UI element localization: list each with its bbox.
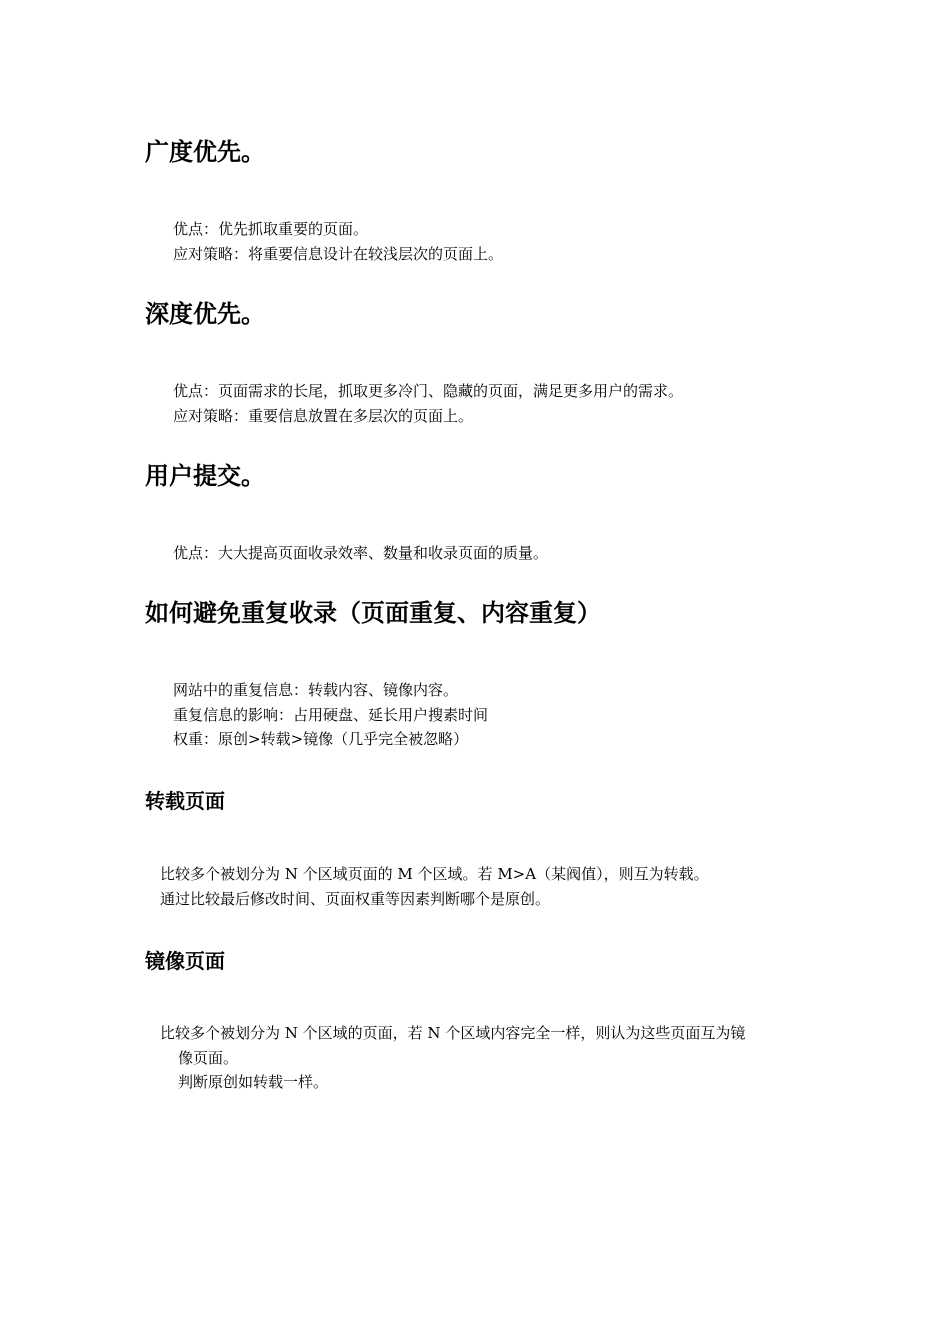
section-heading: 转载页面 [145, 789, 225, 813]
body-line: 优点：优先抓取重要的页面。 [173, 220, 369, 238]
body-line: 应对策略：将重要信息设计在较浅层次的页面上。 [173, 244, 504, 263]
body-line: 判断原创如转载一样。 [178, 1073, 329, 1091]
section-heading: 用户提交。 [145, 462, 265, 490]
section-heading: 镜像页面 [145, 949, 225, 973]
section-body [173, 678, 488, 752]
section-body [173, 217, 503, 266]
section-body [173, 379, 683, 428]
section-heading: 深度优先。 [145, 300, 265, 328]
body-line: 像页面。 [178, 1048, 239, 1067]
body-line: 网站中的重复信息：转载内容、镜像内容。 [173, 681, 459, 699]
body-line: 重复信息的影响：占用硬盘、延长用户搜素时间 [173, 705, 489, 724]
section-body [160, 862, 709, 911]
section-heading: 广度优先。 [145, 138, 265, 166]
body-line: 优点：大大提高页面收录效率、数量和收录页面的质量。 [173, 544, 549, 562]
body-line: 通过比较最后修改时间、页面权重等因素判断哪个是原创。 [160, 889, 551, 908]
body-line: 权重：原创>转载>镜像（几乎完全被忽略） [173, 730, 469, 748]
body-line: 比较多个被划分为 N 个区域的页面，若 N 个区域内容完全一样，则认为这些页面互为镜 [160, 1024, 746, 1042]
body-line: 应对策略：重要信息放置在多层次的页面上。 [173, 406, 474, 425]
section-body [160, 1021, 745, 1095]
section-body [173, 541, 548, 566]
body-line: 比较多个被划分为 N 个区域页面的 M 个区域。若 M>A（某阀值），则互为转载。 [160, 865, 709, 883]
section-heading: 如何避免重复收录（页面重复、内容重复） [145, 599, 601, 627]
body-line: 优点：页面需求的长尾，抓取更多冷门、隐藏的页面，满足更多用户的需求。 [173, 382, 684, 400]
